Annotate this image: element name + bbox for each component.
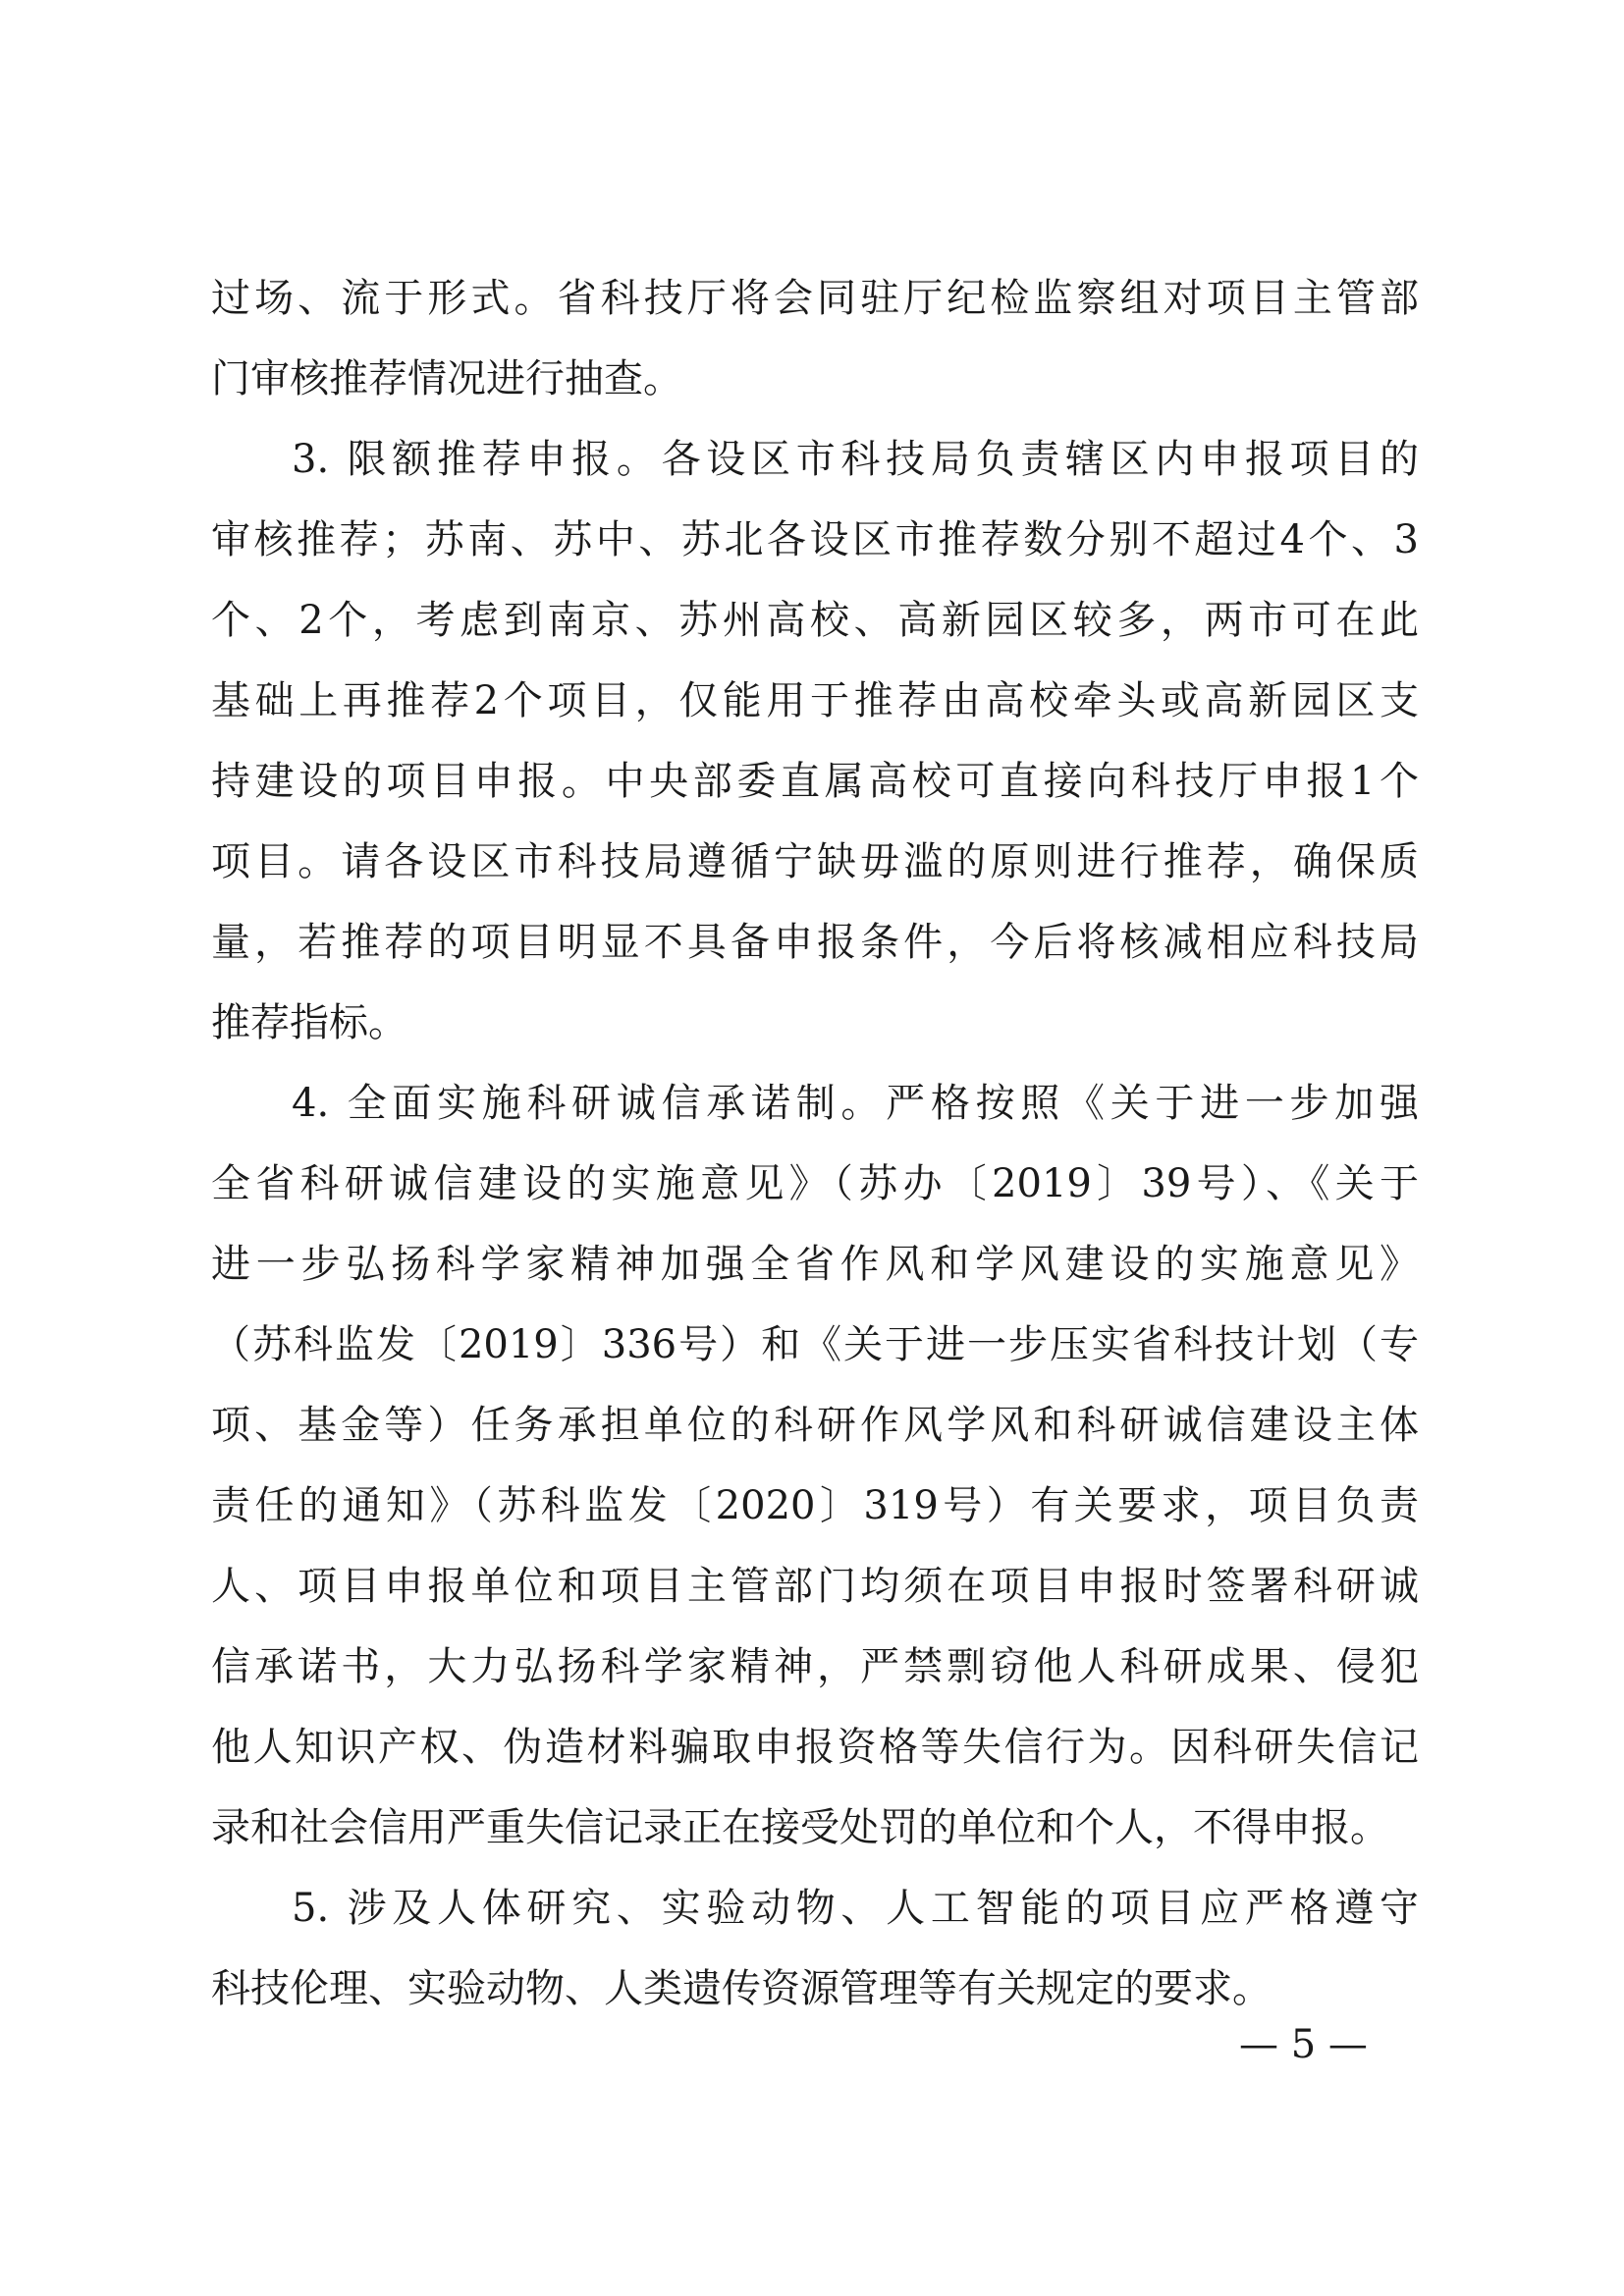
body-text (211, 258, 1419, 2029)
text-line: 基础上再推荐2个项目，仅能用于推荐由高校牵头或高新园区支 (211, 678, 1419, 723)
text-line: 量，若推荐的项目明显不具备申报条件，今后将核减相应科技局 (211, 920, 1419, 965)
text-line: （苏科监发〔2019〕336号）和《关于进一步压实省科技计划（专 (211, 1322, 1419, 1367)
text-line: 他人知识产权、伪造材料骗取申报资格等失信行为。因科研失信记 (211, 1725, 1419, 1770)
text-line: 5. 涉及人体研究、实验动物、人工智能的项目应严格遵守 (292, 1886, 1419, 1931)
text-line: 推荐指标。 (211, 1000, 407, 1045)
text-line: 科技伦理、实验动物、人类遗传资源管理等有关规定的要求。 (211, 1966, 1272, 2011)
text-line: 审核推荐；苏南、苏中、苏北各设区市推荐数分别不超过4个、3 (211, 517, 1419, 562)
text-line: 门审核推荐情况进行抽查。 (211, 356, 682, 401)
text-line: 责任的通知》（苏科监发〔2020〕319号）有关要求，项目负责 (211, 1483, 1419, 1528)
text-line: 进一步弘扬科学家精神加强全省作风和学风建设的实施意见》 (211, 1242, 1419, 1287)
text-line: 3. 限额推荐申报。各设区市科技局负责辖区内申报项目的 (292, 437, 1419, 482)
text-line: 过场、流于形式。省科技厅将会同驻厅纪检监察组对项目主管部 (211, 276, 1419, 321)
text-line: 4. 全面实施科研诚信承诺制。严格按照《关于进一步加强 (292, 1081, 1419, 1126)
text-line: 个、2个，考虑到南京、苏州高校、高新园区较多，两市可在此 (211, 598, 1419, 643)
text-line: 项目。请各设区市科技局遵循宁缺毋滥的原则进行推荐，确保质 (211, 839, 1419, 884)
text-line: 人、项目申报单位和项目主管部门均须在项目申报时签署科研诚 (211, 1564, 1419, 1609)
text-line: 全省科研诚信建设的实施意见》（苏办〔2019〕39号）、《关于 (211, 1161, 1419, 1206)
text-line: 录和社会信用严重失信记录正在接受处罚的单位和个人，不得申报。 (211, 1805, 1389, 1850)
page-number: — 5 — (1239, 2022, 1368, 2067)
text-line: 信承诺书，大力弘扬科学家精神，严禁剽窃他人科研成果、侵犯 (211, 1644, 1419, 1689)
text-line: 持建设的项目申报。中央部委直属高校可直接向科技厅申报1个 (211, 759, 1419, 804)
text-line: 项、基金等）任务承担单位的科研作风学风和科研诚信建设主体 (211, 1403, 1419, 1448)
